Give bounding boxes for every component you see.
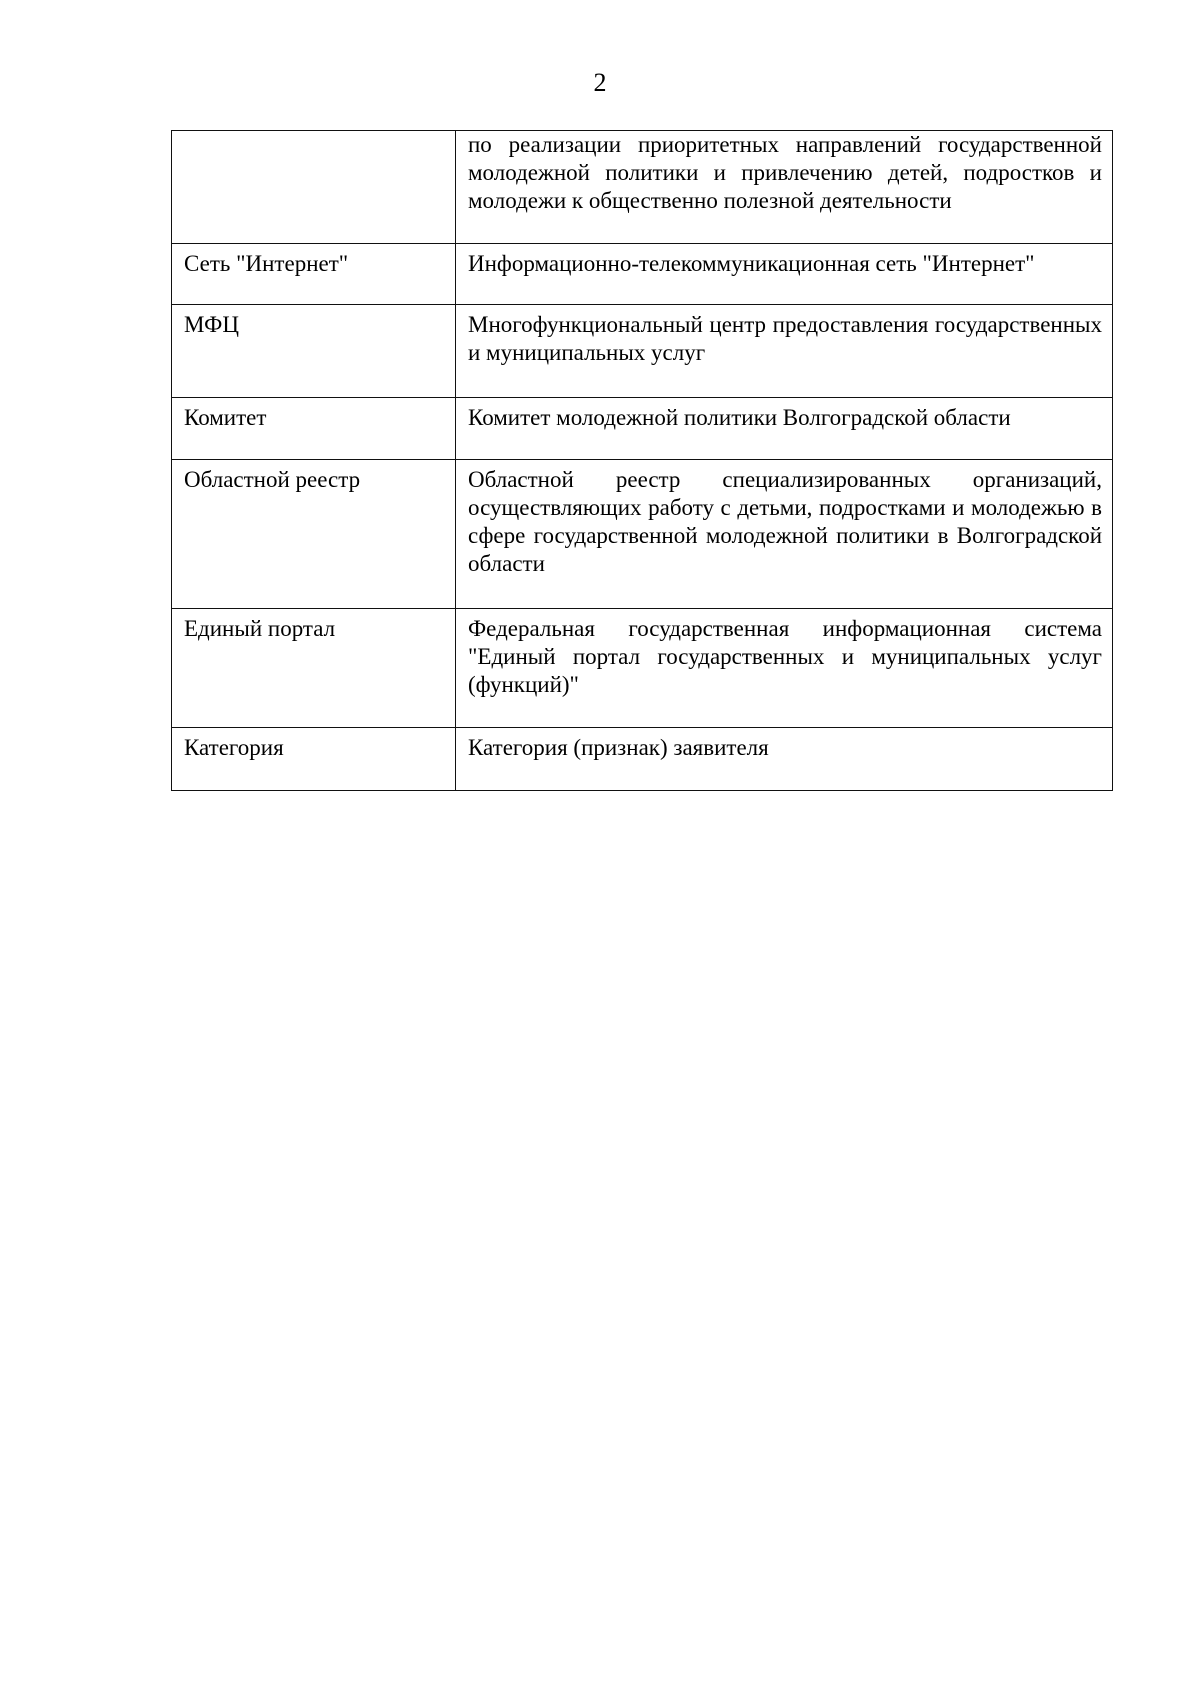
definition-cell: Федеральная государственная информационная система "Единый портал государственных и муниципальных услуг (функций)" xyxy=(456,609,1113,728)
table-row xyxy=(172,728,1113,791)
definition-cell: Информационно-телекоммуникационная сеть "Интернет" xyxy=(456,244,1113,305)
term-cell: Категория xyxy=(172,728,456,791)
table-row xyxy=(172,244,1113,305)
term-cell: МФЦ xyxy=(172,305,456,398)
term-cell: Сеть "Интернет" xyxy=(172,244,456,305)
table-row xyxy=(172,460,1113,609)
definition-cell: Категория (признак) заявителя xyxy=(456,728,1113,791)
term-cell: Областной реестр xyxy=(172,460,456,609)
table-row xyxy=(172,609,1113,728)
term-cell xyxy=(172,131,456,244)
definition-cell: Комитет молодежной политики Волгоградской области xyxy=(456,398,1113,460)
definition-cell: Многофункциональный центр предоставления государственных и муниципальных услуг xyxy=(456,305,1113,398)
definition-cell: по реализации приоритетных направлений государственной молодежной политики и привлечению детей, подростков и молодежи к общественно полезной деятельности xyxy=(456,131,1113,244)
term-cell: Комитет xyxy=(172,398,456,460)
term-cell: Единый портал xyxy=(172,609,456,728)
table-row xyxy=(172,398,1113,460)
page-number: 2 xyxy=(593,68,607,97)
terms-table xyxy=(171,130,1113,791)
table-row xyxy=(172,131,1113,244)
table-row xyxy=(172,305,1113,398)
definition-cell: Областной реестр специализированных организаций, осуществляющих работу с детьми, подростками и молодежью в сфере государственной молодежной политики в Волгоградской области xyxy=(456,460,1113,609)
